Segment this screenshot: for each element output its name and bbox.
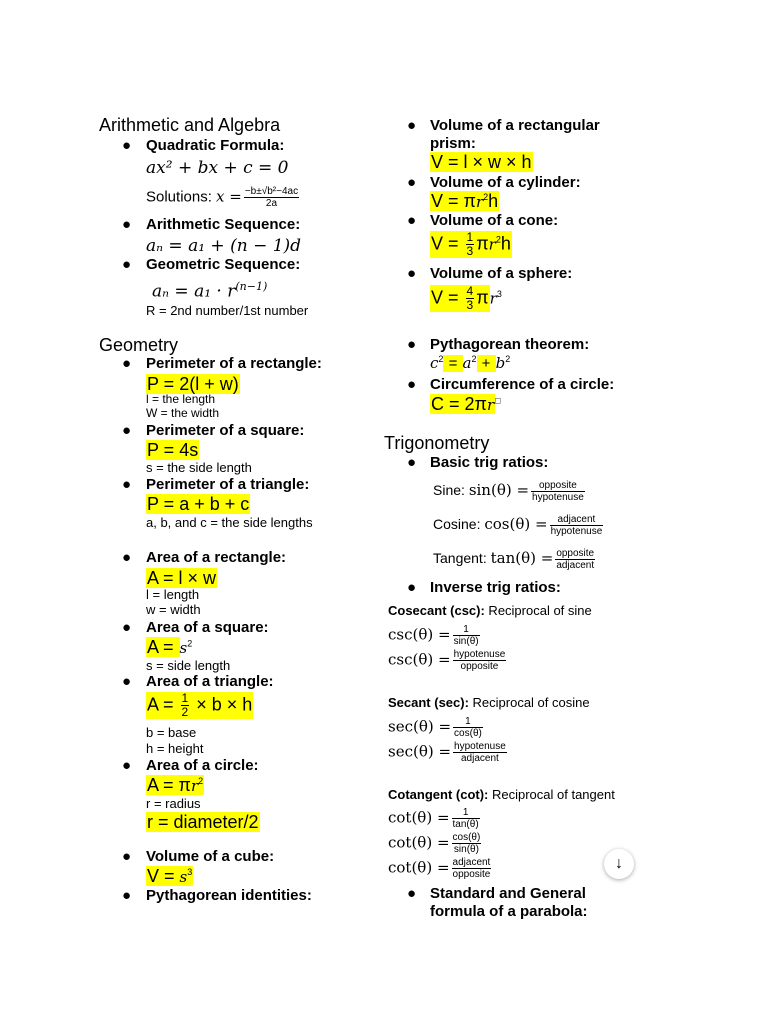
cone-highlight xyxy=(430,231,512,258)
cube-highlight xyxy=(146,866,193,886)
circ-var: r xyxy=(486,396,495,414)
sphere-fraction xyxy=(466,285,475,312)
tri-area-pre: A = xyxy=(147,694,179,715)
bullet-icon: ● xyxy=(122,673,132,690)
solutions-x: x = xyxy=(216,187,242,206)
bullet-icon: ● xyxy=(122,137,132,154)
sine-fraction xyxy=(531,480,585,503)
cylinder-var: r xyxy=(475,193,484,211)
sec-heading xyxy=(388,695,590,710)
geo-seq-base: aₙ = a₁ · r xyxy=(152,281,236,302)
square-area-note: s = side length xyxy=(146,658,231,673)
cube-text: V = xyxy=(147,866,180,886)
sine-den: hypotenuse xyxy=(532,492,584,503)
tri-area-num: 1 xyxy=(181,691,189,705)
bullet-icon: ● xyxy=(122,355,132,372)
cos-label: Cosine: xyxy=(433,516,485,533)
tri-area-post: × b × h xyxy=(191,694,253,715)
cone-den: 3 xyxy=(466,244,474,258)
bullet-icon: ● xyxy=(122,757,132,774)
cylinder-pre: V = π xyxy=(431,191,476,211)
circle-diameter-formula xyxy=(146,812,260,833)
cone-num: 1 xyxy=(466,230,474,244)
solutions-denominator: 2a xyxy=(265,198,278,209)
tan-fraction xyxy=(555,548,595,571)
csc-formula-2 xyxy=(388,649,508,672)
sine-num: opposite xyxy=(531,480,585,492)
solutions-numerator: −b±√b²−4ac xyxy=(244,186,299,197)
cot-3-fraction xyxy=(452,857,492,880)
sec-2-func: sec(θ) = xyxy=(388,742,452,761)
csc-heading-rest: Reciprocal of sine xyxy=(484,603,592,618)
cone-exp: 2 xyxy=(495,234,501,245)
sec-1-den: cos(θ) xyxy=(454,728,482,739)
sec-heading-rest: Reciprocal of cosine xyxy=(468,695,590,710)
cot-3-func: cot(θ) = xyxy=(388,858,450,877)
rect-area-formula xyxy=(146,568,217,589)
sphere-formula xyxy=(430,285,502,312)
arith-seq-equation: aₙ = a₁ + (n − 1)d xyxy=(146,236,302,256)
sphere-den: 3 xyxy=(466,298,474,312)
bullet-icon: ● xyxy=(407,265,417,282)
circle-r-note: r = radius xyxy=(146,796,201,811)
sphere-mid: π xyxy=(476,287,489,308)
cot-1-den: tan(θ) xyxy=(452,819,479,830)
sine-func: sin(θ) = xyxy=(468,481,530,500)
square-area-highlight xyxy=(146,637,180,657)
pyth-a-exp: 2 xyxy=(471,354,477,364)
parabola-label-2: formula of a parabola: xyxy=(430,903,588,920)
solutions-label: Solutions: xyxy=(146,188,217,206)
pyth-eq: = xyxy=(444,355,462,372)
solutions-fraction xyxy=(244,186,299,209)
pyth-c: c xyxy=(430,354,439,372)
inverse-trig-label: Inverse trig ratios: xyxy=(430,579,561,596)
csc-1-num: 1 xyxy=(453,624,480,636)
tri-perimeter-label: Perimeter of a triangle: xyxy=(146,476,310,493)
square-perimeter-highlight: P = 4s xyxy=(147,440,199,460)
cot-heading-bold: Cotangent (cot): xyxy=(388,787,489,802)
pyth-plus: + xyxy=(477,355,495,372)
circle-area-highlight xyxy=(146,775,204,795)
cylinder-post: h xyxy=(488,191,499,211)
bullet-icon: ● xyxy=(122,256,132,273)
sphere-label: Volume of a sphere: xyxy=(430,265,573,282)
csc-heading xyxy=(388,603,592,618)
sphere-var: r xyxy=(489,289,497,308)
cot-1-num: 1 xyxy=(452,807,480,819)
pythagorean-label: Pythagorean theorem: xyxy=(430,336,590,353)
circle-area-var: r xyxy=(190,777,199,795)
cone-fraction xyxy=(466,231,475,258)
arrow-down-icon: ↓ xyxy=(615,855,623,872)
csc-formula-1 xyxy=(388,624,482,647)
circumference-formula xyxy=(430,394,501,415)
csc-1-den: sin(θ) xyxy=(453,636,479,647)
circle-diameter-highlight: r = diameter/2 xyxy=(147,812,259,832)
bullet-icon: ● xyxy=(407,336,417,353)
cone-formula xyxy=(430,231,512,258)
rect-prism-label-1: Volume of a rectangular xyxy=(430,117,600,134)
bullet-icon: ● xyxy=(122,887,132,904)
square-area-exp: 2 xyxy=(187,638,193,649)
bullet-icon: ● xyxy=(407,117,417,134)
basic-trig-label: Basic trig ratios: xyxy=(430,454,549,471)
bullet-icon: ● xyxy=(122,549,132,566)
cube-var: s xyxy=(179,868,188,886)
bullet-icon: ● xyxy=(407,376,417,393)
bullet-icon: ● xyxy=(407,174,417,191)
circle-area-formula xyxy=(146,775,204,796)
csc-2-den: opposite xyxy=(460,661,499,672)
cosine-ratio xyxy=(433,514,605,537)
cot-formula-3 xyxy=(388,857,493,880)
cos-den: hypotenuse xyxy=(550,526,603,537)
bullet-icon: ● xyxy=(122,476,132,493)
circ-text: C = 2π xyxy=(431,394,487,414)
cot-heading xyxy=(388,787,615,802)
sine-label: Sine: xyxy=(433,482,469,499)
circ-sup: □ xyxy=(495,395,501,406)
tri-area-fraction xyxy=(181,692,190,719)
tan-num: opposite xyxy=(556,548,595,559)
cylinder-label: Volume of a cylinder: xyxy=(430,174,581,191)
section-title-trigonometry: Trigonometry xyxy=(384,433,490,453)
cot-formula-1 xyxy=(388,807,482,830)
tan-func: tan(θ) = xyxy=(490,549,554,568)
tan-label: Tangent: xyxy=(433,550,491,567)
cube-exp: 3 xyxy=(187,867,193,877)
tri-area-highlight xyxy=(146,692,253,719)
tangent-ratio xyxy=(433,548,597,571)
bullet-icon: ● xyxy=(407,212,417,229)
sec-2-num: hypotenuse xyxy=(454,741,506,752)
cot-1-func: cot(θ) = xyxy=(388,808,450,827)
tri-perimeter-formula xyxy=(146,494,250,515)
tri-perimeter-highlight: P = a + b + c xyxy=(147,494,250,514)
bullet-icon: ● xyxy=(122,619,132,636)
cone-post: h xyxy=(500,233,511,254)
csc-2-num: hypotenuse xyxy=(453,649,506,660)
rect-prism-formula xyxy=(430,152,533,173)
sine-ratio xyxy=(433,480,587,503)
bullet-icon: ● xyxy=(407,579,417,596)
sphere-exp: 3 xyxy=(496,288,502,299)
bullet-icon: ● xyxy=(122,216,132,233)
square-perimeter-label: Perimeter of a square: xyxy=(146,422,305,439)
circle-area-text: A = π xyxy=(147,775,191,795)
rect-area-l-note: l = length xyxy=(146,587,200,602)
section-title-geometry: Geometry xyxy=(99,335,179,355)
tri-area-formula xyxy=(146,692,253,719)
rect-area-label: Area of a rectangle: xyxy=(146,549,287,566)
cube-label: Volume of a cube: xyxy=(146,848,275,865)
csc-2-func: csc(θ) = xyxy=(388,650,451,669)
geo-seq-equation xyxy=(152,280,267,302)
cylinder-exp: 2 xyxy=(483,192,489,202)
sec-1-fraction xyxy=(453,716,483,739)
csc-heading-bold: Cosecant (csc): xyxy=(388,603,485,618)
rect-perimeter-highlight: P = 2(l + w) xyxy=(147,374,239,394)
square-area-label: Area of a square: xyxy=(146,619,269,636)
cot-2-num: cos(θ) xyxy=(452,832,481,843)
cylinder-highlight xyxy=(430,191,499,211)
square-area-text: A = xyxy=(147,637,179,657)
cot-heading-rest: Reciprocal of tangent xyxy=(488,787,615,802)
tri-area-h-note: h = height xyxy=(146,741,204,756)
rect-area-w-note: w = width xyxy=(146,602,201,617)
cot-3-num: adjacent xyxy=(452,857,491,868)
sec-1-func: sec(θ) = xyxy=(388,717,452,736)
tri-perimeter-note: a, b, and c = the side lengths xyxy=(146,515,313,530)
parabola-label-1: Standard and General xyxy=(430,885,586,902)
sec-1-num: 1 xyxy=(453,716,483,728)
section-title-arithmetic: Arithmetic and Algebra xyxy=(99,115,281,135)
pyth-identities-label: Pythagorean identities: xyxy=(146,887,312,904)
sphere-num: 4 xyxy=(466,284,474,298)
rect-w-note: W = the width xyxy=(146,406,220,420)
quadratic-solutions xyxy=(146,186,301,209)
tri-area-den: 2 xyxy=(181,705,189,719)
tan-den: adjacent xyxy=(556,560,595,571)
cot-2-fraction xyxy=(452,832,482,855)
cos-fraction xyxy=(550,514,604,537)
square-perimeter-formula xyxy=(146,440,199,461)
csc-2-fraction xyxy=(453,649,507,672)
sphere-highlight xyxy=(430,285,490,312)
bullet-icon: ● xyxy=(122,422,132,439)
geo-seq-label: Geometric Sequence: xyxy=(146,256,301,273)
scroll-down-button[interactable] xyxy=(604,849,634,879)
circle-area-exp: 2 xyxy=(198,776,204,786)
cone-pre: V = xyxy=(431,233,464,254)
cone-mid: π xyxy=(476,233,489,254)
sec-2-den: adjacent xyxy=(461,753,499,764)
pyth-a: a xyxy=(462,354,472,372)
quadratic-equation: ax² + bx + c = 0 xyxy=(146,158,289,178)
circumference-label: Circumference of a circle: xyxy=(430,376,615,393)
pyth-b: b xyxy=(495,354,506,372)
bullet-icon: ● xyxy=(407,454,417,471)
rect-perimeter-label: Perimeter of a rectangle: xyxy=(146,355,322,372)
rect-l-note: l = the length xyxy=(146,392,216,406)
quadratic-label: Quadratic Formula: xyxy=(146,137,285,154)
arith-seq-label: Arithmetic Sequence: xyxy=(146,216,301,233)
sec-2-fraction xyxy=(453,741,507,764)
pythagorean-formula xyxy=(430,354,510,372)
circumference-highlight xyxy=(430,394,495,414)
csc-1-func: csc(θ) = xyxy=(388,625,451,644)
sec-formula-1 xyxy=(388,716,485,739)
sphere-pre: V = xyxy=(431,287,464,308)
csc-1-fraction xyxy=(453,624,480,647)
rect-prism-highlight: V = l × w × h xyxy=(431,152,532,172)
cot-2-func: cot(θ) = xyxy=(388,833,450,852)
cube-formula xyxy=(146,866,193,887)
pyth-b-exp: 2 xyxy=(505,354,511,364)
cos-num: adjacent xyxy=(550,514,604,526)
rect-area-highlight: A = l × w xyxy=(147,568,217,588)
cot-1-fraction xyxy=(452,807,480,830)
cot-3-den: opposite xyxy=(452,869,491,880)
pyth-c-exp: 2 xyxy=(438,354,444,364)
sec-formula-2 xyxy=(388,741,509,764)
cos-func: cos(θ) = xyxy=(484,515,548,534)
square-s-note: s = the side length xyxy=(146,460,252,475)
geo-seq-exponent: (n−1) xyxy=(235,280,268,293)
square-area-var: s xyxy=(179,639,188,657)
r-note: R = 2nd number/1st number xyxy=(146,303,309,318)
bullet-icon: ● xyxy=(122,848,132,865)
rect-prism-label-2: prism: xyxy=(430,135,476,152)
cone-var: r xyxy=(488,235,496,254)
tri-area-b-note: b = base xyxy=(146,725,197,740)
cot-formula-2 xyxy=(388,832,483,855)
sec-heading-bold: Secant (sec): xyxy=(388,695,469,710)
cot-2-den: sin(θ) xyxy=(453,844,479,855)
circle-area-label: Area of a circle: xyxy=(146,757,259,774)
square-area-formula xyxy=(146,637,192,658)
cone-label: Volume of a cone: xyxy=(430,212,559,229)
bullet-icon: ● xyxy=(407,885,417,902)
cylinder-formula xyxy=(430,191,499,212)
tri-area-label: Area of a triangle: xyxy=(146,673,274,690)
